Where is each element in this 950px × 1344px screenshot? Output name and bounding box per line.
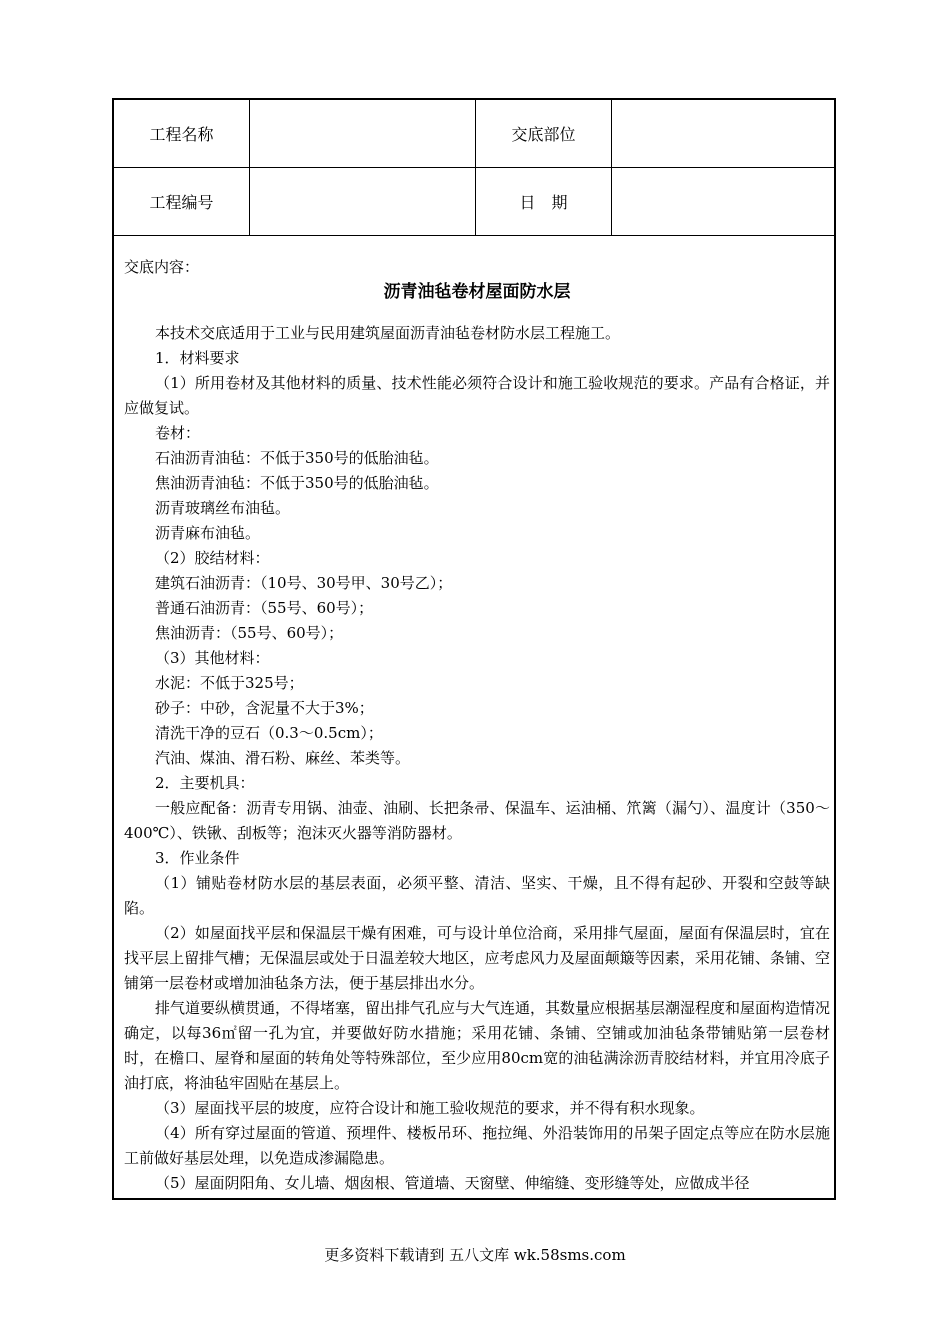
paragraph: （5）屋面阴阳角、女儿墙、烟囱根、管道墙、天窗壁、伸缩缝、变形缝等处，应做成半径 xyxy=(155,1174,750,1192)
location-label: 交底部位 xyxy=(476,100,612,167)
disclosure-form xyxy=(112,98,836,1200)
paragraph: 普通石油沥青：（55号、60号）； xyxy=(155,599,374,617)
paragraph: （1）所用卷材及其他材料的质量、技术性能必须符合设计和施工验收规范的要求。产品有合格证，并应做复试。 xyxy=(124,374,830,417)
header-row-2 xyxy=(114,168,834,236)
project-name-label: 工程名称 xyxy=(114,100,250,167)
paragraph: （3）其他材料： xyxy=(155,649,270,667)
paragraph: 砂子：中砂，含泥量不大于3%； xyxy=(155,699,374,717)
date-value xyxy=(612,168,834,235)
paragraph: 沥青麻布油毡。 xyxy=(155,524,261,542)
paragraph: （2）胶结材料： xyxy=(155,549,270,567)
paragraph: （1）铺贴卷材防水层的基层表面，必须平整、清洁、坚实、干燥，且不得有起砂、开裂和空鼓等缺陷。 xyxy=(124,874,830,917)
paragraph: 建筑石油沥青：（10号、30号甲、30号乙）； xyxy=(155,574,453,592)
project-no-label: 工程编号 xyxy=(114,168,250,235)
paragraph: 石油沥青油毡：不低于350号的低胎油毡。 xyxy=(155,449,439,467)
content-label: 交底内容： xyxy=(124,258,200,276)
paragraph: 沥青玻璃丝布油毡。 xyxy=(155,499,291,517)
paragraph: 清洗干净的豆石（0.3～0.5cm）； xyxy=(155,724,383,742)
paragraph: 水泥：不低于325号； xyxy=(155,674,304,692)
date-label: 日 期 xyxy=(476,168,612,235)
section-heading: 3．作业条件 xyxy=(155,849,240,867)
project-name-value xyxy=(250,100,476,167)
project-no-value xyxy=(250,168,476,235)
header-row-1 xyxy=(114,100,834,168)
document-title: 沥青油毡卷材屋面防水层 xyxy=(383,282,571,302)
paragraph: 焦油沥青：（55号、60号）； xyxy=(155,624,344,642)
section-heading: 2．主要机具： xyxy=(155,774,255,792)
footer-download-link[interactable]: 更多资料下载请到 五八文库 wk.58sms.com xyxy=(324,1246,626,1264)
location-value xyxy=(612,100,834,167)
paragraph: （4）所有穿过屋面的管道、预埋件、楼板吊环、拖拉绳、外沿装饰用的吊架子固定点等应在防水层施工前做好基层处理，以免造成渗漏隐患。 xyxy=(124,1124,830,1167)
section-heading: 1．材料要求 xyxy=(155,349,240,367)
paragraph: 排气道要纵横贯通，不得堵塞，留出排气孔应与大气连通，其数量应根据基层潮湿程度和屋面构造情况确定，以每36㎡留一孔为宜，并要做好防水措施；采用花铺、条铺、空铺或加油毡条带铺贴第一层卷材时，在檐口、屋脊和屋面的转角处等特殊部位，至少应用80cm宽的油毡满涂沥青胶结材料，并宜用冷底子油打底，将油毡牢固贴在基层上。 xyxy=(124,999,831,1092)
header-table xyxy=(114,100,834,236)
disclosure-content xyxy=(124,255,830,1196)
paragraph: 一般应配备：沥青专用锅、油壶、油刷、长把条帚、保温车、运油桶、笊篱（漏勺）、温度计（350～400℃）、铁锹、刮板等；泡沫灭火器等消防器材。 xyxy=(124,799,830,842)
paragraph: （3）屋面找平层的坡度，应符合设计和施工验收规范的要求，并不得有积水现象。 xyxy=(155,1099,705,1117)
paragraph: 汽油、煤油、滑石粉、麻丝、苯类等。 xyxy=(155,749,411,767)
paragraph: 焦油沥青油毡：不低于350号的低胎油毡。 xyxy=(155,474,439,492)
paragraph: 卷材： xyxy=(155,424,201,442)
paragraph: （2）如屋面找平层和保温层干燥有困难，可与设计单位洽商，采用排气屋面，屋面有保温层时，宜在找平层上留排气槽；无保温层或处于日温差较大地区，应考虑风力及屋面颠簸等因素，采用花铺、条铺、空铺第一层卷材或增加油毡条方法，便于基层排出水分。 xyxy=(124,924,830,992)
paragraph: 本技术交底适用于工业与民用建筑屋面沥青油毡卷材防水层工程施工。 xyxy=(155,324,621,342)
